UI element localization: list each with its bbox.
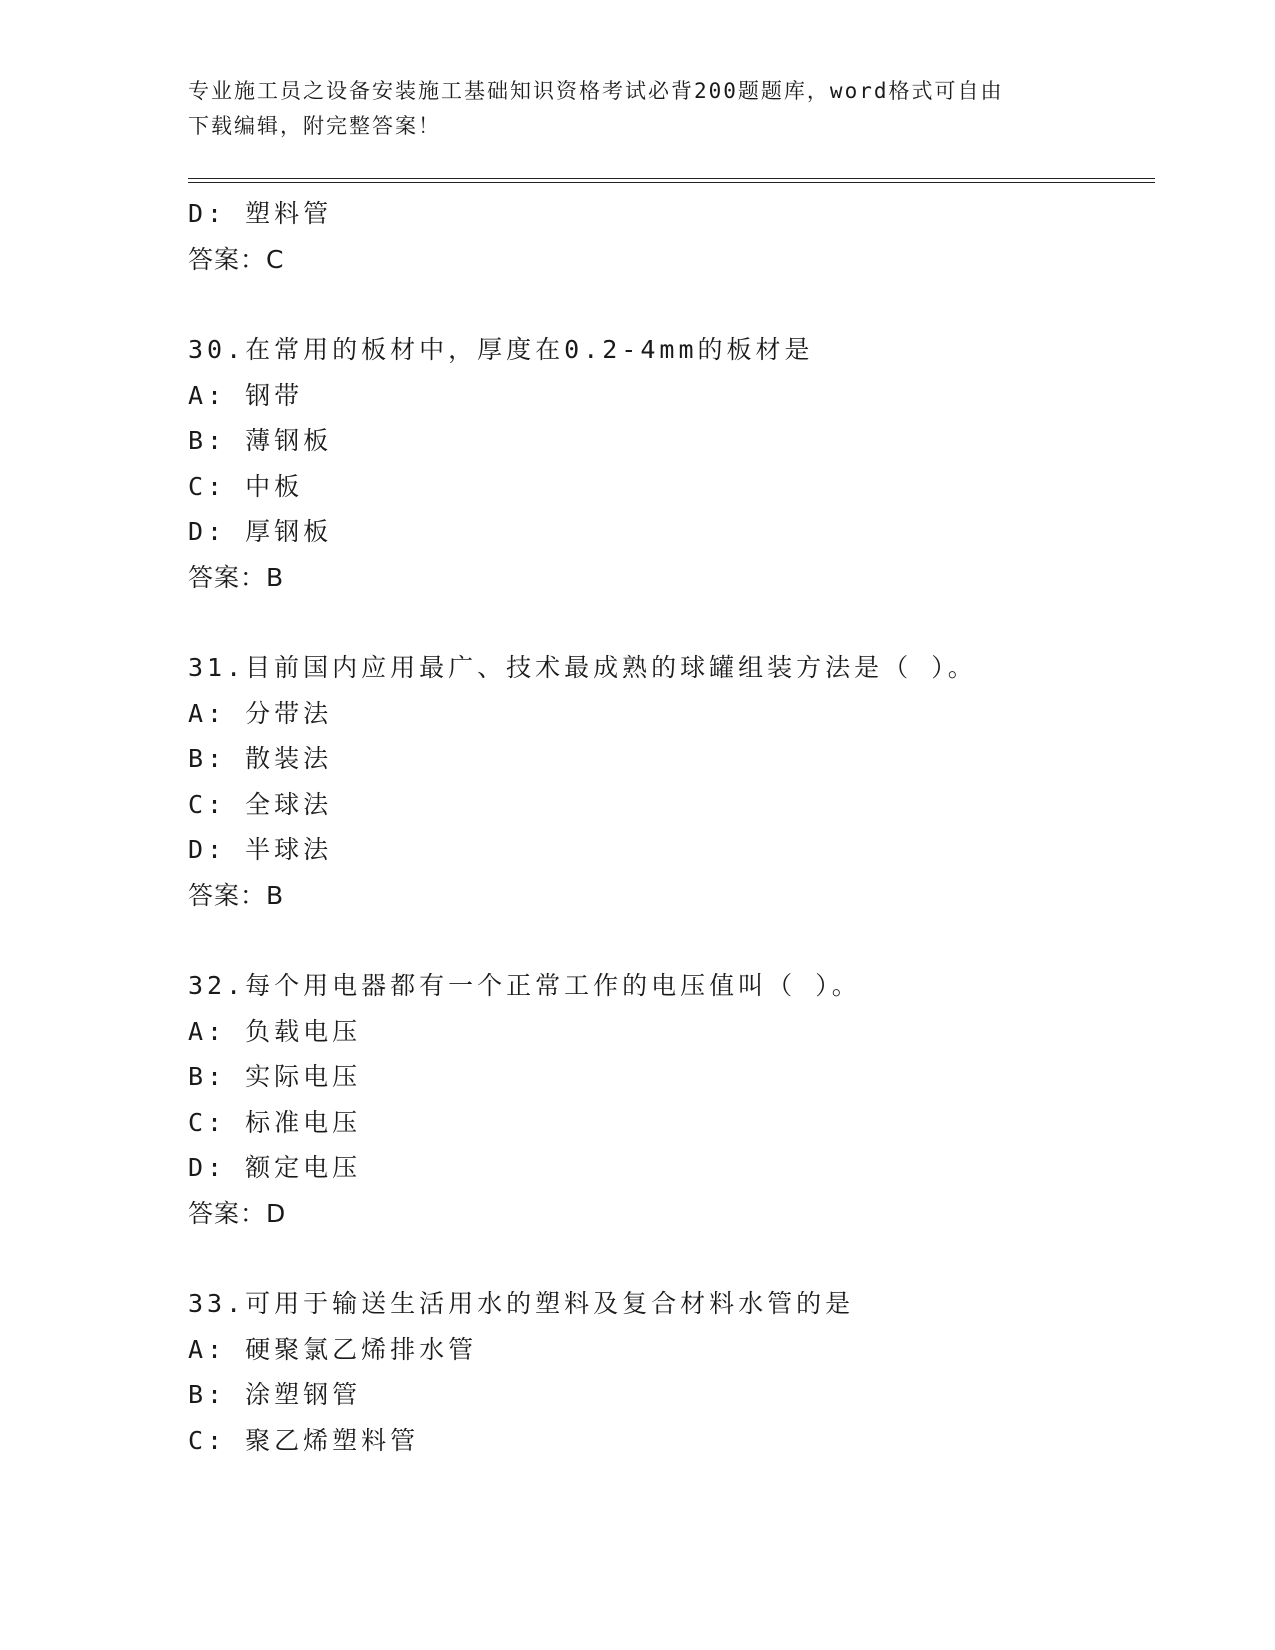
option-a: A: 硬聚氯乙烯排水管 bbox=[188, 1334, 478, 1364]
option-a: A: 分带法 bbox=[188, 698, 333, 728]
spacer bbox=[188, 918, 1148, 963]
header-divider-bottom bbox=[188, 182, 1155, 183]
answer-line: 答案：D bbox=[188, 1198, 287, 1228]
question-title: 30.在常用的板材中，厚度在0.2-4mm的板材是 bbox=[188, 335, 814, 364]
option-a: A: 钢带 bbox=[188, 380, 304, 410]
option-d: D: 额定电压 bbox=[188, 1153, 362, 1182]
question-31 bbox=[188, 645, 1148, 918]
question-list bbox=[188, 191, 1148, 1463]
document-header bbox=[188, 74, 1088, 144]
answer-line: 答案：B bbox=[188, 880, 285, 910]
question-title: 33.可用于输送生活用水的塑料及复合材料水管的是 bbox=[188, 1289, 855, 1318]
option-c: C: 中板 bbox=[188, 471, 304, 501]
question-32 bbox=[188, 963, 1148, 1236]
question-title: 32.每个用电器都有一个正常工作的电压值叫（ ）。 bbox=[188, 971, 861, 1000]
option-b: B: 涂塑钢管 bbox=[188, 1380, 362, 1409]
option-b: B: 薄钢板 bbox=[188, 426, 333, 455]
option-b: B: 实际电压 bbox=[188, 1062, 362, 1091]
header-line-1: 专业施工员之设备安装施工基础知识资格考试必背200题题库，word格式可自由 bbox=[188, 79, 1004, 103]
header-line-2: 下载编辑，附完整答案！ bbox=[188, 114, 441, 138]
option-d: D: 厚钢板 bbox=[188, 517, 333, 546]
option-c: C: 全球法 bbox=[188, 789, 333, 819]
answer-line: 答案：B bbox=[188, 562, 285, 592]
question-30 bbox=[188, 327, 1148, 600]
option-c: C: 聚乙烯塑料管 bbox=[188, 1425, 420, 1455]
spacer bbox=[188, 600, 1148, 645]
option-c: C: 标准电压 bbox=[188, 1107, 362, 1137]
question-33 bbox=[188, 1281, 1148, 1463]
answer-line: 答案：C bbox=[188, 244, 285, 274]
option-d: D: 塑料管 bbox=[188, 199, 333, 228]
option-b: B: 散装法 bbox=[188, 744, 333, 773]
question-title: 31.目前国内应用最广、技术最成熟的球罐组装方法是（ ）。 bbox=[188, 653, 977, 682]
option-a: A: 负载电压 bbox=[188, 1016, 362, 1046]
spacer bbox=[188, 282, 1148, 327]
header-divider-top bbox=[188, 178, 1155, 179]
spacer bbox=[188, 1236, 1148, 1281]
option-d: D: 半球法 bbox=[188, 835, 333, 864]
